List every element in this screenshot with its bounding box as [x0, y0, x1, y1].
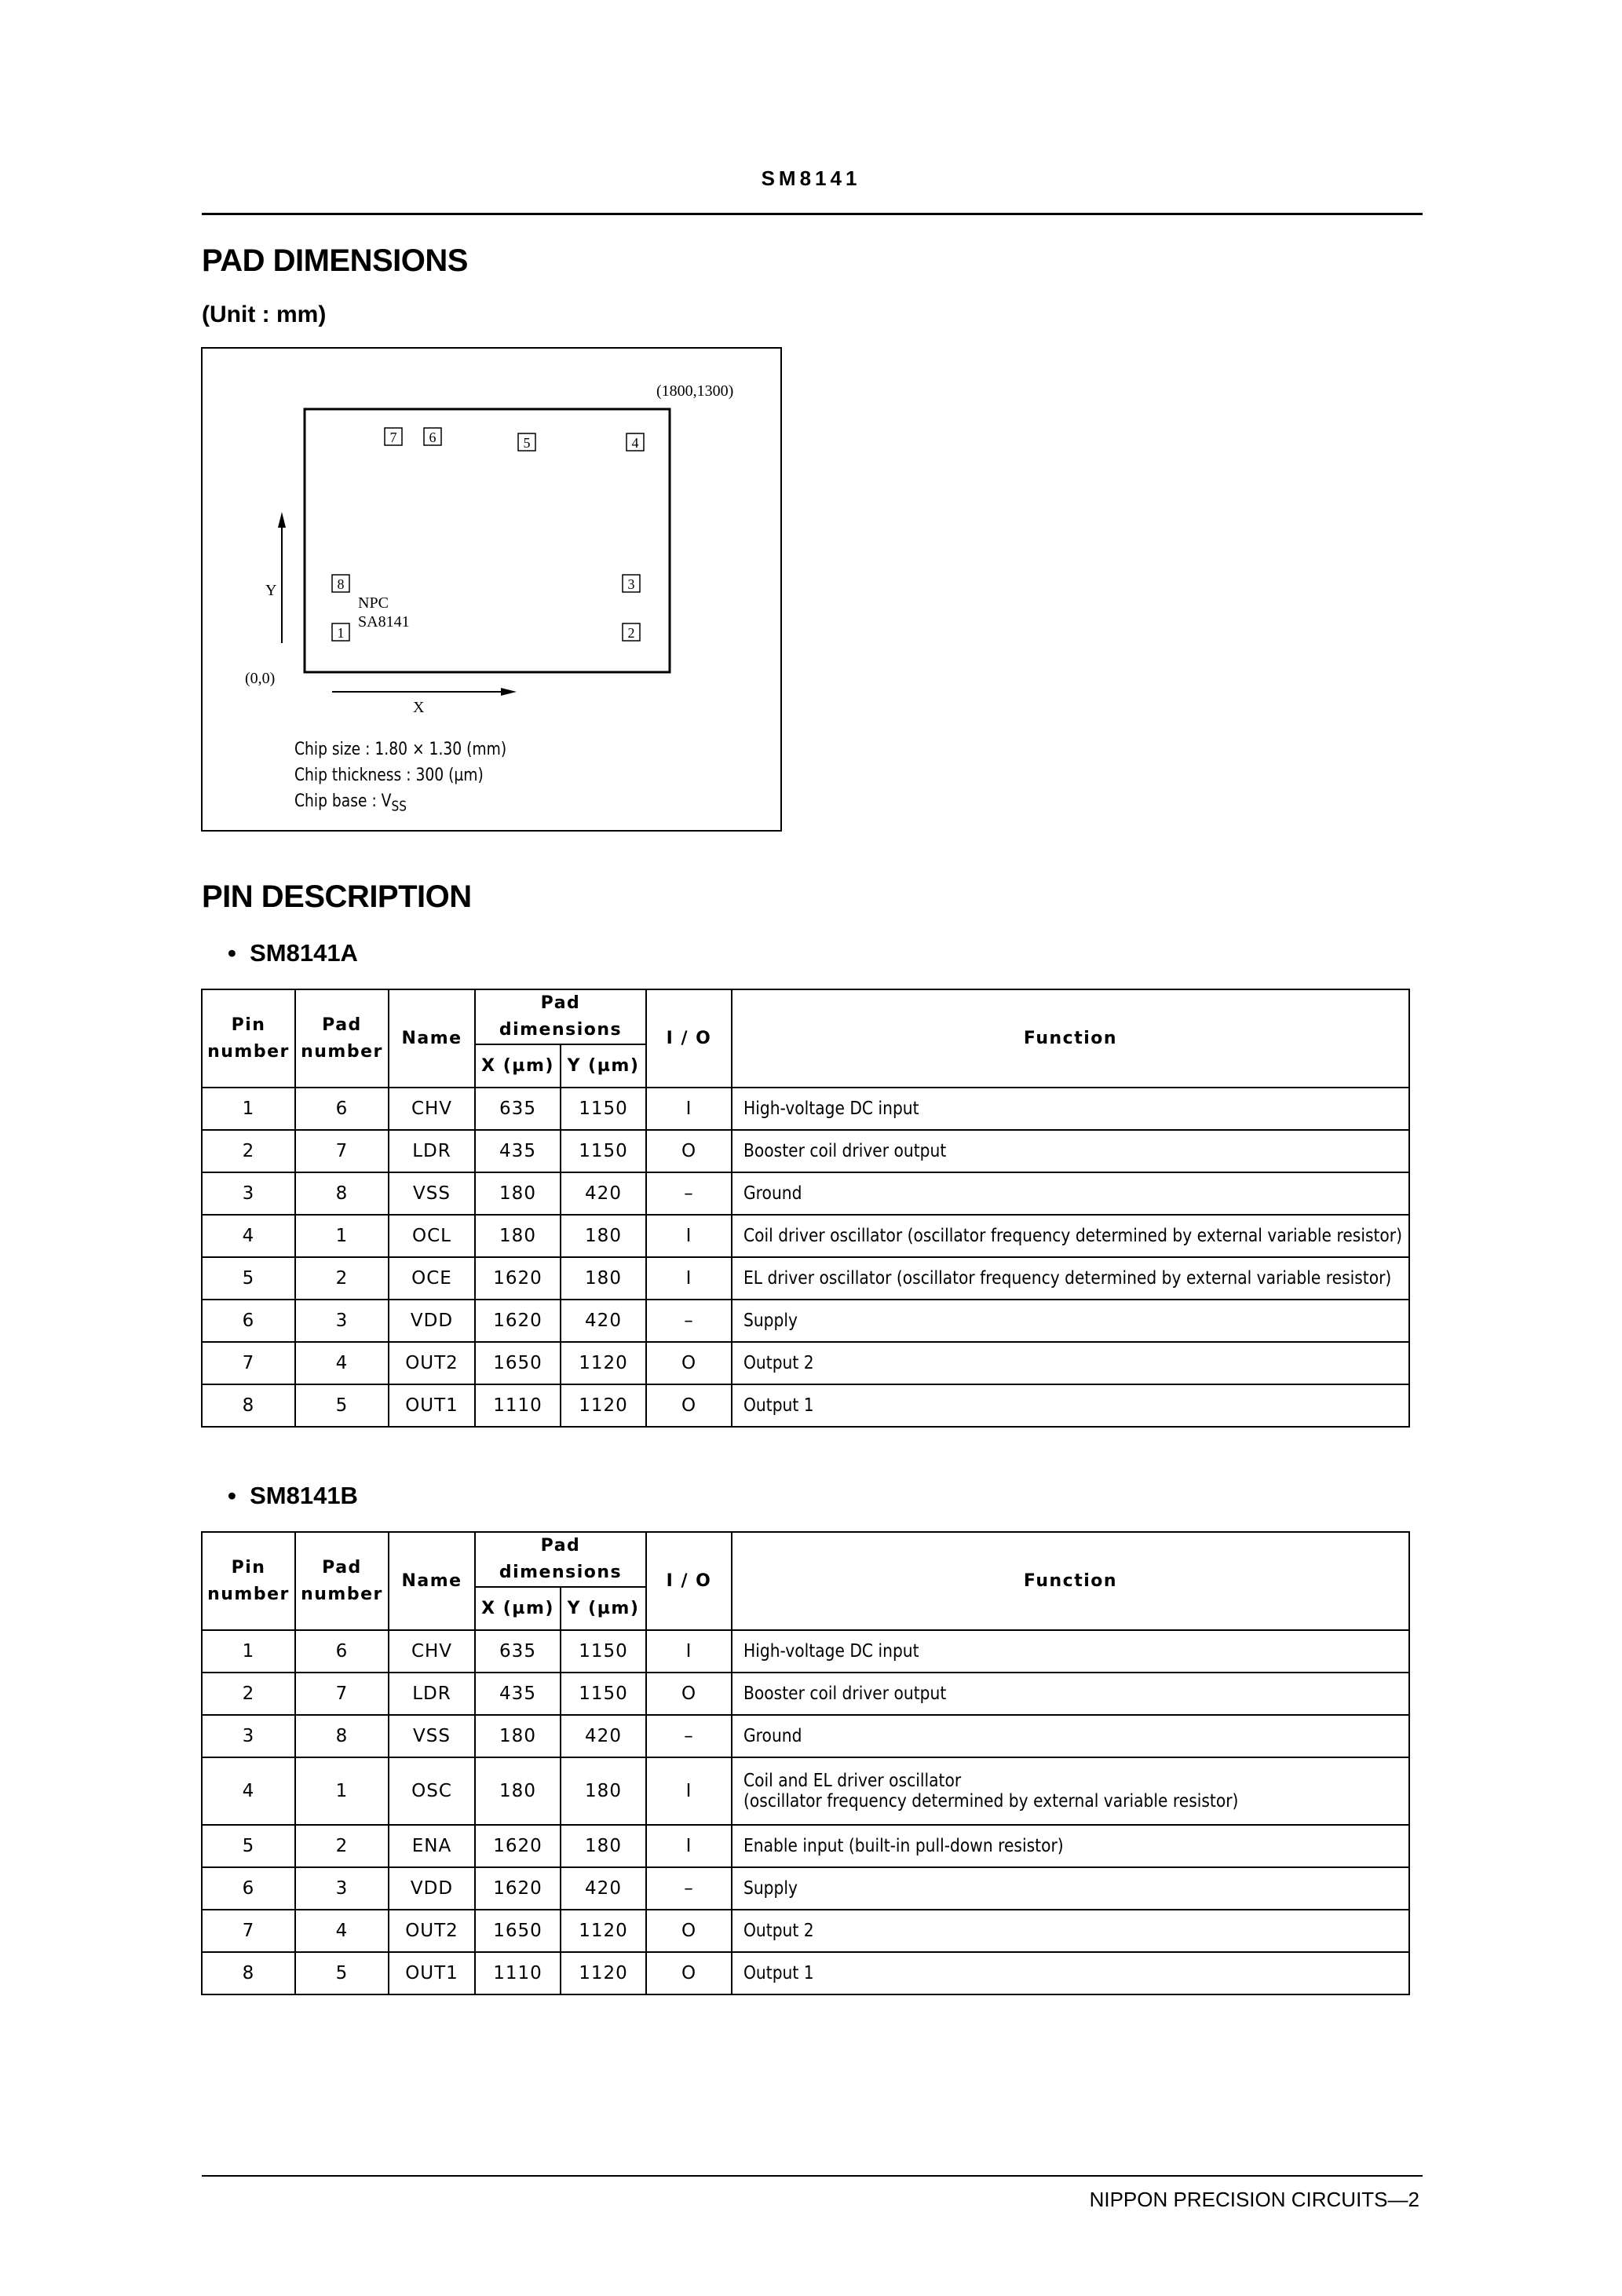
- cell-y: 1120: [561, 1384, 646, 1427]
- cell-name: VSS: [389, 1715, 475, 1757]
- function-text: Output 1: [743, 1395, 814, 1416]
- cell-io: I: [646, 1630, 732, 1673]
- cell-y: 1120: [561, 1910, 646, 1952]
- pad-3: [623, 575, 640, 592]
- footer-rule: [202, 2175, 1423, 2177]
- pin-table-sm8141a: [201, 989, 1410, 1428]
- pad-1: [332, 623, 349, 641]
- cell-io: O: [646, 1384, 732, 1427]
- cell-y: 420: [561, 1172, 646, 1215]
- cell-pad-number: 1: [295, 1757, 389, 1825]
- pad-5: [518, 433, 535, 451]
- header-x: X (µm): [475, 1044, 561, 1088]
- table-row: [202, 1300, 1409, 1342]
- cell-function: [732, 1715, 1409, 1757]
- table-row: [202, 1215, 1409, 1257]
- cell-pad-number: 2: [295, 1257, 389, 1300]
- cell-function: [732, 1673, 1409, 1715]
- cell-pin-number: 3: [202, 1172, 295, 1215]
- pad-7: [385, 428, 402, 445]
- chip-size-text: Chip size : 1.80 × 1.30 (mm): [294, 740, 507, 759]
- cell-y: 1120: [561, 1952, 646, 1994]
- cell-name: VDD: [389, 1300, 475, 1342]
- unit-label: (Unit : mm): [202, 302, 327, 327]
- chip-mark-part: SA8141: [358, 613, 410, 631]
- svg-text:2: 2: [627, 625, 635, 641]
- cell-pin-number: 1: [202, 1630, 295, 1673]
- cell-pin-number: 8: [202, 1384, 295, 1427]
- svg-text:4: 4: [631, 435, 639, 451]
- cell-pin-number: 7: [202, 1910, 295, 1952]
- cell-x: 1650: [475, 1342, 561, 1384]
- cell-pin-number: 5: [202, 1257, 295, 1300]
- pad-diagram-svg: [203, 349, 784, 833]
- pad-diagram: [201, 347, 782, 832]
- cell-y: 1150: [561, 1630, 646, 1673]
- cell-x: 1650: [475, 1910, 561, 1952]
- function-text: Enable input (built-in pull-down resistor): [743, 1836, 1064, 1856]
- cell-name: ENA: [389, 1825, 475, 1867]
- cell-x: 435: [475, 1130, 561, 1172]
- y-axis-label: Y: [265, 582, 277, 599]
- cell-pad-number: 8: [295, 1172, 389, 1215]
- cell-x: 1620: [475, 1867, 561, 1910]
- cell-name: VDD: [389, 1867, 475, 1910]
- origin-coordinate-label: (0,0): [245, 670, 276, 687]
- cell-x: 180: [475, 1715, 561, 1757]
- header-pin-number: Pin number: [202, 989, 295, 1088]
- x-axis-arrow: [332, 688, 517, 696]
- cell-y: 180: [561, 1757, 646, 1825]
- pad-8: [332, 575, 349, 592]
- pad-dimensions-heading: PAD DIMENSIONS: [202, 243, 468, 278]
- header-io: I / O: [646, 989, 732, 1088]
- chip-outline: [305, 409, 670, 672]
- cell-x: 180: [475, 1172, 561, 1215]
- header-rule: [202, 213, 1423, 215]
- table-row: [202, 1910, 1409, 1952]
- cell-name: OUT2: [389, 1910, 475, 1952]
- header-pad-dimensions: Pad dimensions: [475, 989, 646, 1044]
- cell-name: CHV: [389, 1088, 475, 1130]
- cell-function: [732, 1342, 1409, 1384]
- cell-y: 1150: [561, 1673, 646, 1715]
- header-function: Function: [732, 1532, 1409, 1630]
- function-text: Ground: [743, 1726, 802, 1746]
- pin-description-heading: PIN DESCRIPTION: [202, 879, 472, 914]
- cell-name: OUT1: [389, 1952, 475, 1994]
- table-row: [202, 1088, 1409, 1130]
- cell-pad-number: 2: [295, 1825, 389, 1867]
- cell-function: [732, 1300, 1409, 1342]
- chip-thickness-text: Chip thickness : 300 (µm): [294, 766, 484, 785]
- cell-pin-number: 2: [202, 1673, 295, 1715]
- cell-io: I: [646, 1825, 732, 1867]
- cell-pin-number: 4: [202, 1757, 295, 1825]
- pad-6: [424, 428, 441, 445]
- cell-pin-number: 8: [202, 1952, 295, 1994]
- function-text: Output 2: [743, 1353, 814, 1373]
- header-y: Y (µm): [561, 1044, 646, 1088]
- cell-pad-number: 5: [295, 1952, 389, 1994]
- cell-io: O: [646, 1130, 732, 1172]
- cell-pad-number: 4: [295, 1910, 389, 1952]
- cell-y: 180: [561, 1257, 646, 1300]
- chip-base-text: Chip base : $V_{SS}$: [294, 792, 407, 815]
- cell-pin-number: 6: [202, 1867, 295, 1910]
- header-io: I / O: [646, 1532, 732, 1630]
- header-pad-dimensions: Pad dimensions: [475, 1532, 646, 1587]
- y-axis-arrow: [278, 512, 286, 643]
- cell-io: –: [646, 1172, 732, 1215]
- function-text: High-voltage DC input: [743, 1099, 919, 1119]
- cell-x: 1110: [475, 1952, 561, 1994]
- function-text: Coil driver oscillator (oscillator frequency determined by external variable resistor): [743, 1226, 1403, 1246]
- table-row: [202, 1342, 1409, 1384]
- cell-function: [732, 1130, 1409, 1172]
- cell-io: O: [646, 1342, 732, 1384]
- table-row: [202, 1630, 1409, 1673]
- cell-name: OSC: [389, 1757, 475, 1825]
- function-text: Booster coil driver output: [743, 1684, 947, 1704]
- pad-4: [627, 433, 644, 451]
- cell-y: 420: [561, 1715, 646, 1757]
- cell-function: [732, 1867, 1409, 1910]
- cell-pad-number: 4: [295, 1342, 389, 1384]
- cell-y: 420: [561, 1867, 646, 1910]
- cell-function: [732, 1910, 1409, 1952]
- svg-text:1: 1: [337, 625, 345, 641]
- pad-2: [623, 623, 640, 641]
- cell-io: O: [646, 1952, 732, 1994]
- cell-x: 1620: [475, 1300, 561, 1342]
- function-text: Output 2: [743, 1921, 814, 1941]
- cell-name: LDR: [389, 1673, 475, 1715]
- cell-function: [732, 1257, 1409, 1300]
- cell-io: I: [646, 1088, 732, 1130]
- cell-x: 635: [475, 1088, 561, 1130]
- cell-name: CHV: [389, 1630, 475, 1673]
- cell-io: –: [646, 1867, 732, 1910]
- table-row: [202, 1867, 1409, 1910]
- cell-io: I: [646, 1757, 732, 1825]
- cell-name: VSS: [389, 1172, 475, 1215]
- header-pad-number: Pad number: [295, 1532, 389, 1630]
- cell-io: O: [646, 1910, 732, 1952]
- cell-pad-number: 6: [295, 1088, 389, 1130]
- table-row: [202, 1715, 1409, 1757]
- header-pin-number: Pin number: [202, 1532, 295, 1630]
- cell-function: [732, 1757, 1409, 1825]
- svg-text:7: 7: [389, 430, 397, 445]
- cell-pin-number: 4: [202, 1215, 295, 1257]
- table-row: [202, 1825, 1409, 1867]
- header-name: Name: [389, 1532, 475, 1630]
- cell-name: OCL: [389, 1215, 475, 1257]
- cell-x: 180: [475, 1215, 561, 1257]
- cell-function: [732, 1384, 1409, 1427]
- cell-pad-number: 5: [295, 1384, 389, 1427]
- cell-pin-number: 3: [202, 1715, 295, 1757]
- cell-pad-number: 7: [295, 1673, 389, 1715]
- cell-y: 1150: [561, 1088, 646, 1130]
- header-y: Y (µm): [561, 1587, 646, 1630]
- cell-pin-number: 7: [202, 1342, 295, 1384]
- svg-text:3: 3: [627, 576, 635, 592]
- cell-function: [732, 1172, 1409, 1215]
- cell-io: I: [646, 1215, 732, 1257]
- table-row: [202, 1673, 1409, 1715]
- table-row: [202, 1952, 1409, 1994]
- cell-pin-number: 2: [202, 1130, 295, 1172]
- subtitle-sm8141b: • SM8141B: [228, 1482, 358, 1509]
- cell-y: 180: [561, 1825, 646, 1867]
- cell-io: O: [646, 1673, 732, 1715]
- cell-name: OUT2: [389, 1342, 475, 1384]
- function-text: Supply: [743, 1311, 798, 1331]
- cell-x: 1620: [475, 1257, 561, 1300]
- cell-function: [732, 1088, 1409, 1130]
- cell-pad-number: 6: [295, 1630, 389, 1673]
- cell-name: LDR: [389, 1130, 475, 1172]
- function-text: Ground: [743, 1183, 802, 1204]
- cell-name: OCE: [389, 1257, 475, 1300]
- cell-io: –: [646, 1300, 732, 1342]
- cell-io: I: [646, 1257, 732, 1300]
- table-row: [202, 1172, 1409, 1215]
- cell-x: 635: [475, 1630, 561, 1673]
- cell-pad-number: 8: [295, 1715, 389, 1757]
- pin-table-sm8141b: [201, 1531, 1410, 1995]
- cell-function: [732, 1215, 1409, 1257]
- table-row: [202, 1757, 1409, 1825]
- cell-function: [732, 1952, 1409, 1994]
- function-text: Supply: [743, 1878, 798, 1899]
- function-text: Output 1: [743, 1963, 814, 1983]
- header-name: Name: [389, 989, 475, 1088]
- cell-y: 1120: [561, 1342, 646, 1384]
- subtitle-sm8141a: • SM8141A: [228, 939, 358, 967]
- function-text: Coil and EL driver oscillator: [743, 1771, 962, 1791]
- cell-x: 180: [475, 1757, 561, 1825]
- header-function: Function: [732, 989, 1409, 1088]
- header-x: X (µm): [475, 1587, 561, 1630]
- page-header-title: SM8141: [761, 166, 861, 190]
- cell-pad-number: 3: [295, 1867, 389, 1910]
- cell-x: 1110: [475, 1384, 561, 1427]
- svg-text:8: 8: [337, 576, 345, 592]
- cell-pin-number: 5: [202, 1825, 295, 1867]
- function-text: EL driver oscillator (oscillator frequency determined by external variable resistor): [743, 1268, 1392, 1289]
- cell-pin-number: 6: [202, 1300, 295, 1342]
- chip-mark-npc: NPC: [358, 594, 389, 612]
- cell-function: [732, 1630, 1409, 1673]
- corner-coordinate-label: (1800,1300): [656, 382, 734, 400]
- cell-pad-number: 7: [295, 1130, 389, 1172]
- cell-name: OUT1: [389, 1384, 475, 1427]
- cell-pad-number: 3: [295, 1300, 389, 1342]
- table-row: [202, 1257, 1409, 1300]
- page-footer: NIPPON PRECISION CIRCUITS—2: [1089, 2188, 1419, 2211]
- svg-text:6: 6: [429, 430, 437, 445]
- header-pad-number: Pad number: [295, 989, 389, 1088]
- function-text-line2: (oscillator frequency determined by external variable resistor): [743, 1791, 1239, 1812]
- cell-pin-number: 1: [202, 1088, 295, 1130]
- cell-pad-number: 1: [295, 1215, 389, 1257]
- svg-text:5: 5: [523, 435, 531, 451]
- cell-y: 1150: [561, 1130, 646, 1172]
- cell-y: 420: [561, 1300, 646, 1342]
- cell-io: –: [646, 1715, 732, 1757]
- table-row: [202, 1130, 1409, 1172]
- cell-y: 180: [561, 1215, 646, 1257]
- x-axis-label: X: [413, 699, 425, 716]
- cell-function: [732, 1825, 1409, 1867]
- cell-x: 1620: [475, 1825, 561, 1867]
- cell-x: 435: [475, 1673, 561, 1715]
- function-text: High-voltage DC input: [743, 1641, 919, 1662]
- table-row: [202, 1384, 1409, 1427]
- function-text: Booster coil driver output: [743, 1141, 947, 1161]
